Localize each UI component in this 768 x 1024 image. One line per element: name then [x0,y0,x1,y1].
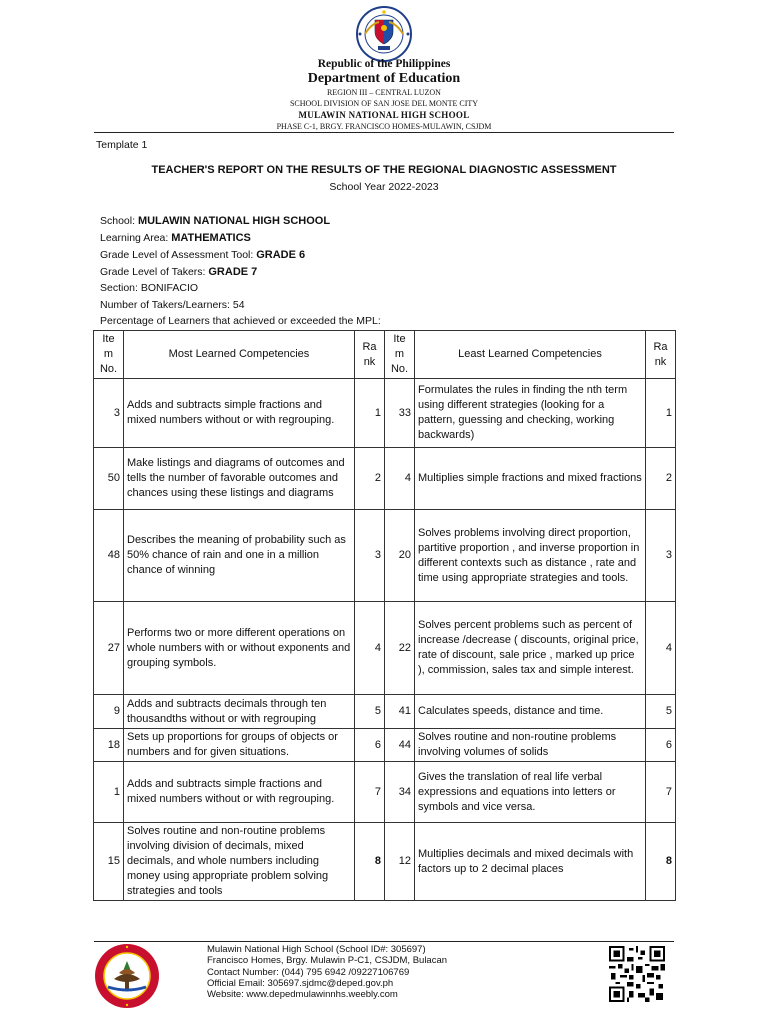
rank: 8 [355,823,385,901]
header-department: Department of Education [307,71,461,86]
report-title: TEACHER'S REPORT ON THE RESULTS OF THE REGIONAL DIAGNOSTIC ASSESSMENT [151,164,617,176]
most-learned-competency: Adds and subtracts decimals through ten thousandths without or with regrouping [124,695,355,729]
info-tool-label: Grade Level of Assessment Tool: [100,249,254,261]
item-number: 3 [94,379,124,448]
item-number-2: 4 [385,448,415,510]
footer-contact [207,944,447,1000]
deped-seal-icon [351,6,417,62]
competencies-table [93,330,676,901]
footer-email: Official Email: 305697.sjdmc@deped.gov.ph [207,977,394,989]
header-republic: Republic of the Philippines [317,58,451,70]
least-learned-competency: Solves problems involving direct proportion, partitive proportion , and inverse proportion in different contexts such as distance , rate and time using appropriate strategies and tools. [415,510,646,602]
header-item-no: Ite m No. [94,331,124,379]
table-row [94,695,676,729]
info-school-value: MULAWIN NATIONAL HIGH SCHOOL [137,215,331,227]
least-learned-competency: Formulates the rules in finding the nth term using different strategies (looking for a pattern, guessing and checking, working backwards) [415,379,646,448]
qr-code-icon [609,946,665,1002]
table-row [94,823,676,901]
rank: 2 [355,448,385,510]
item-number: 15 [94,823,124,901]
footer-address: Francisco Homes, Brgy. Mulawin P-C1, CSJDM, Bulacan [207,955,448,967]
least-learned-competency: Multiplies decimals and mixed decimals with factors up to 2 decimal places [415,823,646,901]
item-number-2: 20 [385,510,415,602]
info-number-takers: Number of Takers/Learners: 54 [100,299,245,311]
table-row [94,729,676,762]
rank: 6 [355,729,385,762]
item-number-2: 44 [385,729,415,762]
most-learned-competency: Sets up proportions for groups of objects or numbers and for given situations. [124,729,355,762]
rank-2: 2 [646,448,676,510]
most-learned-competency: Make listings and diagrams of outcomes and tells the number of favorable outcomes and chances using these listings and diagrams [124,448,355,510]
rank: 3 [355,510,385,602]
item-number: 18 [94,729,124,762]
header-item-no-2: Ite m No. [385,331,415,379]
rank-2: 5 [646,695,676,729]
info-takers [100,266,257,278]
info-tool [100,249,305,261]
most-learned-competency: Solves routine and non-routine problems involving division of decimals, mixed decimals, and whole numbers including money using appropriate problem solving strategies and tools [124,823,355,901]
rank-2: 8 [646,823,676,901]
least-learned-competency: Calculates speeds, distance and time. [415,695,646,729]
header-region: REGION III – CENTRAL LUZON [327,88,441,97]
table-row [94,510,676,602]
table-row [94,379,676,448]
least-learned-competency: Solves routine and non-routine problems involving volumes of solids [415,729,646,762]
item-number: 48 [94,510,124,602]
rank-2: 6 [646,729,676,762]
school-year: School Year 2022-2023 [329,181,439,193]
header-least-learned: Least Learned Competencies [415,331,646,379]
rank: 5 [355,695,385,729]
header-address: PHASE C-1, BRGY. FRANCISCO HOMES-MULAWIN, CSJDM [276,122,492,131]
template-label: Template 1 [96,139,148,151]
school-logo-icon [94,943,160,1009]
header-rank: Ra nk [355,331,385,379]
least-learned-competency: Multiplies simple fractions and mixed fractions [415,448,646,510]
item-number-2: 22 [385,602,415,695]
most-learned-competency: Adds and subtracts simple fractions and mixed numbers without or with regrouping. [124,379,355,448]
footer-website: Website: www.depedmulawinnhs.weebly.com [207,989,398,1001]
header-school: MULAWIN NATIONAL HIGH SCHOOL [298,110,470,120]
info-school-label: School: [100,215,136,227]
info-area-label: Learning Area: [100,232,169,244]
item-number: 27 [94,602,124,695]
rank-2: 7 [646,762,676,823]
most-learned-competency: Adds and subtracts simple fractions and mixed numbers without or with regrouping. [124,762,355,823]
rank: 1 [355,379,385,448]
least-learned-competency: Solves percent problems such as percent of increase /decrease ( discounts, original price, rate of discount, sale price , marked up price ), commission, sales tax and simple interest. [415,602,646,695]
item-number-2: 33 [385,379,415,448]
least-learned-competency: Gives the translation of real life verbal expressions and equations into letters or symbols and vice versa. [415,762,646,823]
item-number-2: 34 [385,762,415,823]
header-division: SCHOOL DIVISION OF SAN JOSE DEL MONTE CITY [289,99,479,108]
table-row [94,448,676,510]
header-rank-2: Ra nk [646,331,676,379]
info-takers-value: GRADE 7 [208,266,258,278]
footer-contact-number: Contact Number: (044) 795 6942 /09227106769 [207,966,410,978]
item-number: 1 [94,762,124,823]
footer-school-id: Mulawin National High School (School ID#: 305697) [207,944,426,955]
item-number: 50 [94,448,124,510]
most-learned-competency: Performs two or more different operations on whole numbers with or without exponents and grouping symbols. [124,602,355,695]
info-percentage: Percentage of Learners that achieved or exceeded the MPL: [100,315,381,327]
info-tool-value: GRADE 6 [256,249,306,261]
header-most-learned: Most Learned Competencies [124,331,355,379]
header-divider [94,132,674,133]
rank-2: 3 [646,510,676,602]
table-header-row [94,331,676,379]
item-number-2: 12 [385,823,415,901]
table-row [94,602,676,695]
most-learned-competency: Describes the meaning of probability such as 50% chance of rain and one in a million chance of winning [124,510,355,602]
table-row [94,762,676,823]
info-school [100,215,330,227]
item-number-2: 41 [385,695,415,729]
info-area-value: MATHEMATICS [171,232,251,244]
rank: 4 [355,602,385,695]
footer-divider [94,941,674,942]
rank: 7 [355,762,385,823]
info-takers-label: Grade Level of Takers: [100,266,206,278]
info-section: Section: BONIFACIO [100,282,199,294]
rank-2: 4 [646,602,676,695]
info-area [100,232,251,244]
item-number: 9 [94,695,124,729]
rank-2: 1 [646,379,676,448]
